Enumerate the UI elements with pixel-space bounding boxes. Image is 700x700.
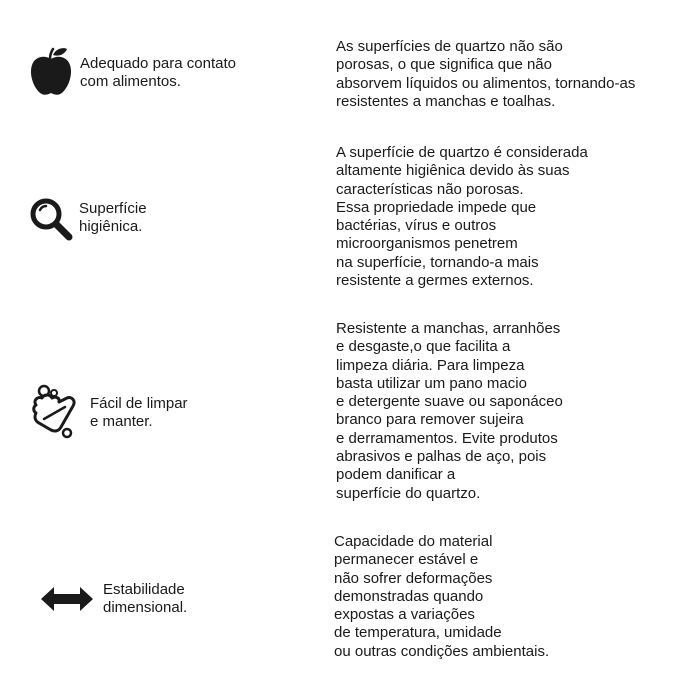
feature-description-hygienic-surface: A superfície de quartzo é considerada altamente higiênica devido às suas características não porosas. Essa propriedade impede que bactérias, vírus e outros microorganismos penetrem na superfície, tornando-a mais resistente a germes externos. [336, 144, 588, 290]
feature-description-food-contact: As superfícies de quartzo não são porosas, o que significa que não absorvem líquidos ou alimentos, tornando-as resistentes a manchas e toalhas. [336, 38, 636, 110]
feature-description-easy-clean: Resistente a manchas, arranhões e desgaste,o que facilita a limpeza diária. Para limpeza basta utilizar um pano macio e detergente suave ou saponáceo branco para remover sujeira e derramamentos. Evite produtos abrasivos e palhas de aço, pois podem danificar a superfície do quartzo. [336, 320, 563, 502]
apple-icon [29, 46, 73, 96]
feature-label-hygienic-surface: Superfície higiênica. [79, 200, 147, 235]
feature-description-dimensional-stability: Capacidade do material permanecer estável e não sofrer deformações demonstradas quando expostas a variações de temperatura, umidade ou outras condições ambientais. [334, 533, 550, 660]
feature-label-easy-clean: Fácil de limpar e manter. [90, 395, 188, 430]
soap-bubbles-icon [31, 383, 77, 439]
double-arrow-icon [41, 586, 93, 612]
feature-label-food-contact: Adequado para contato com alimentos. [80, 55, 236, 90]
feature-label-dimensional-stability: Estabilidade dimensional. [103, 581, 188, 616]
magnifier-icon [28, 196, 74, 242]
